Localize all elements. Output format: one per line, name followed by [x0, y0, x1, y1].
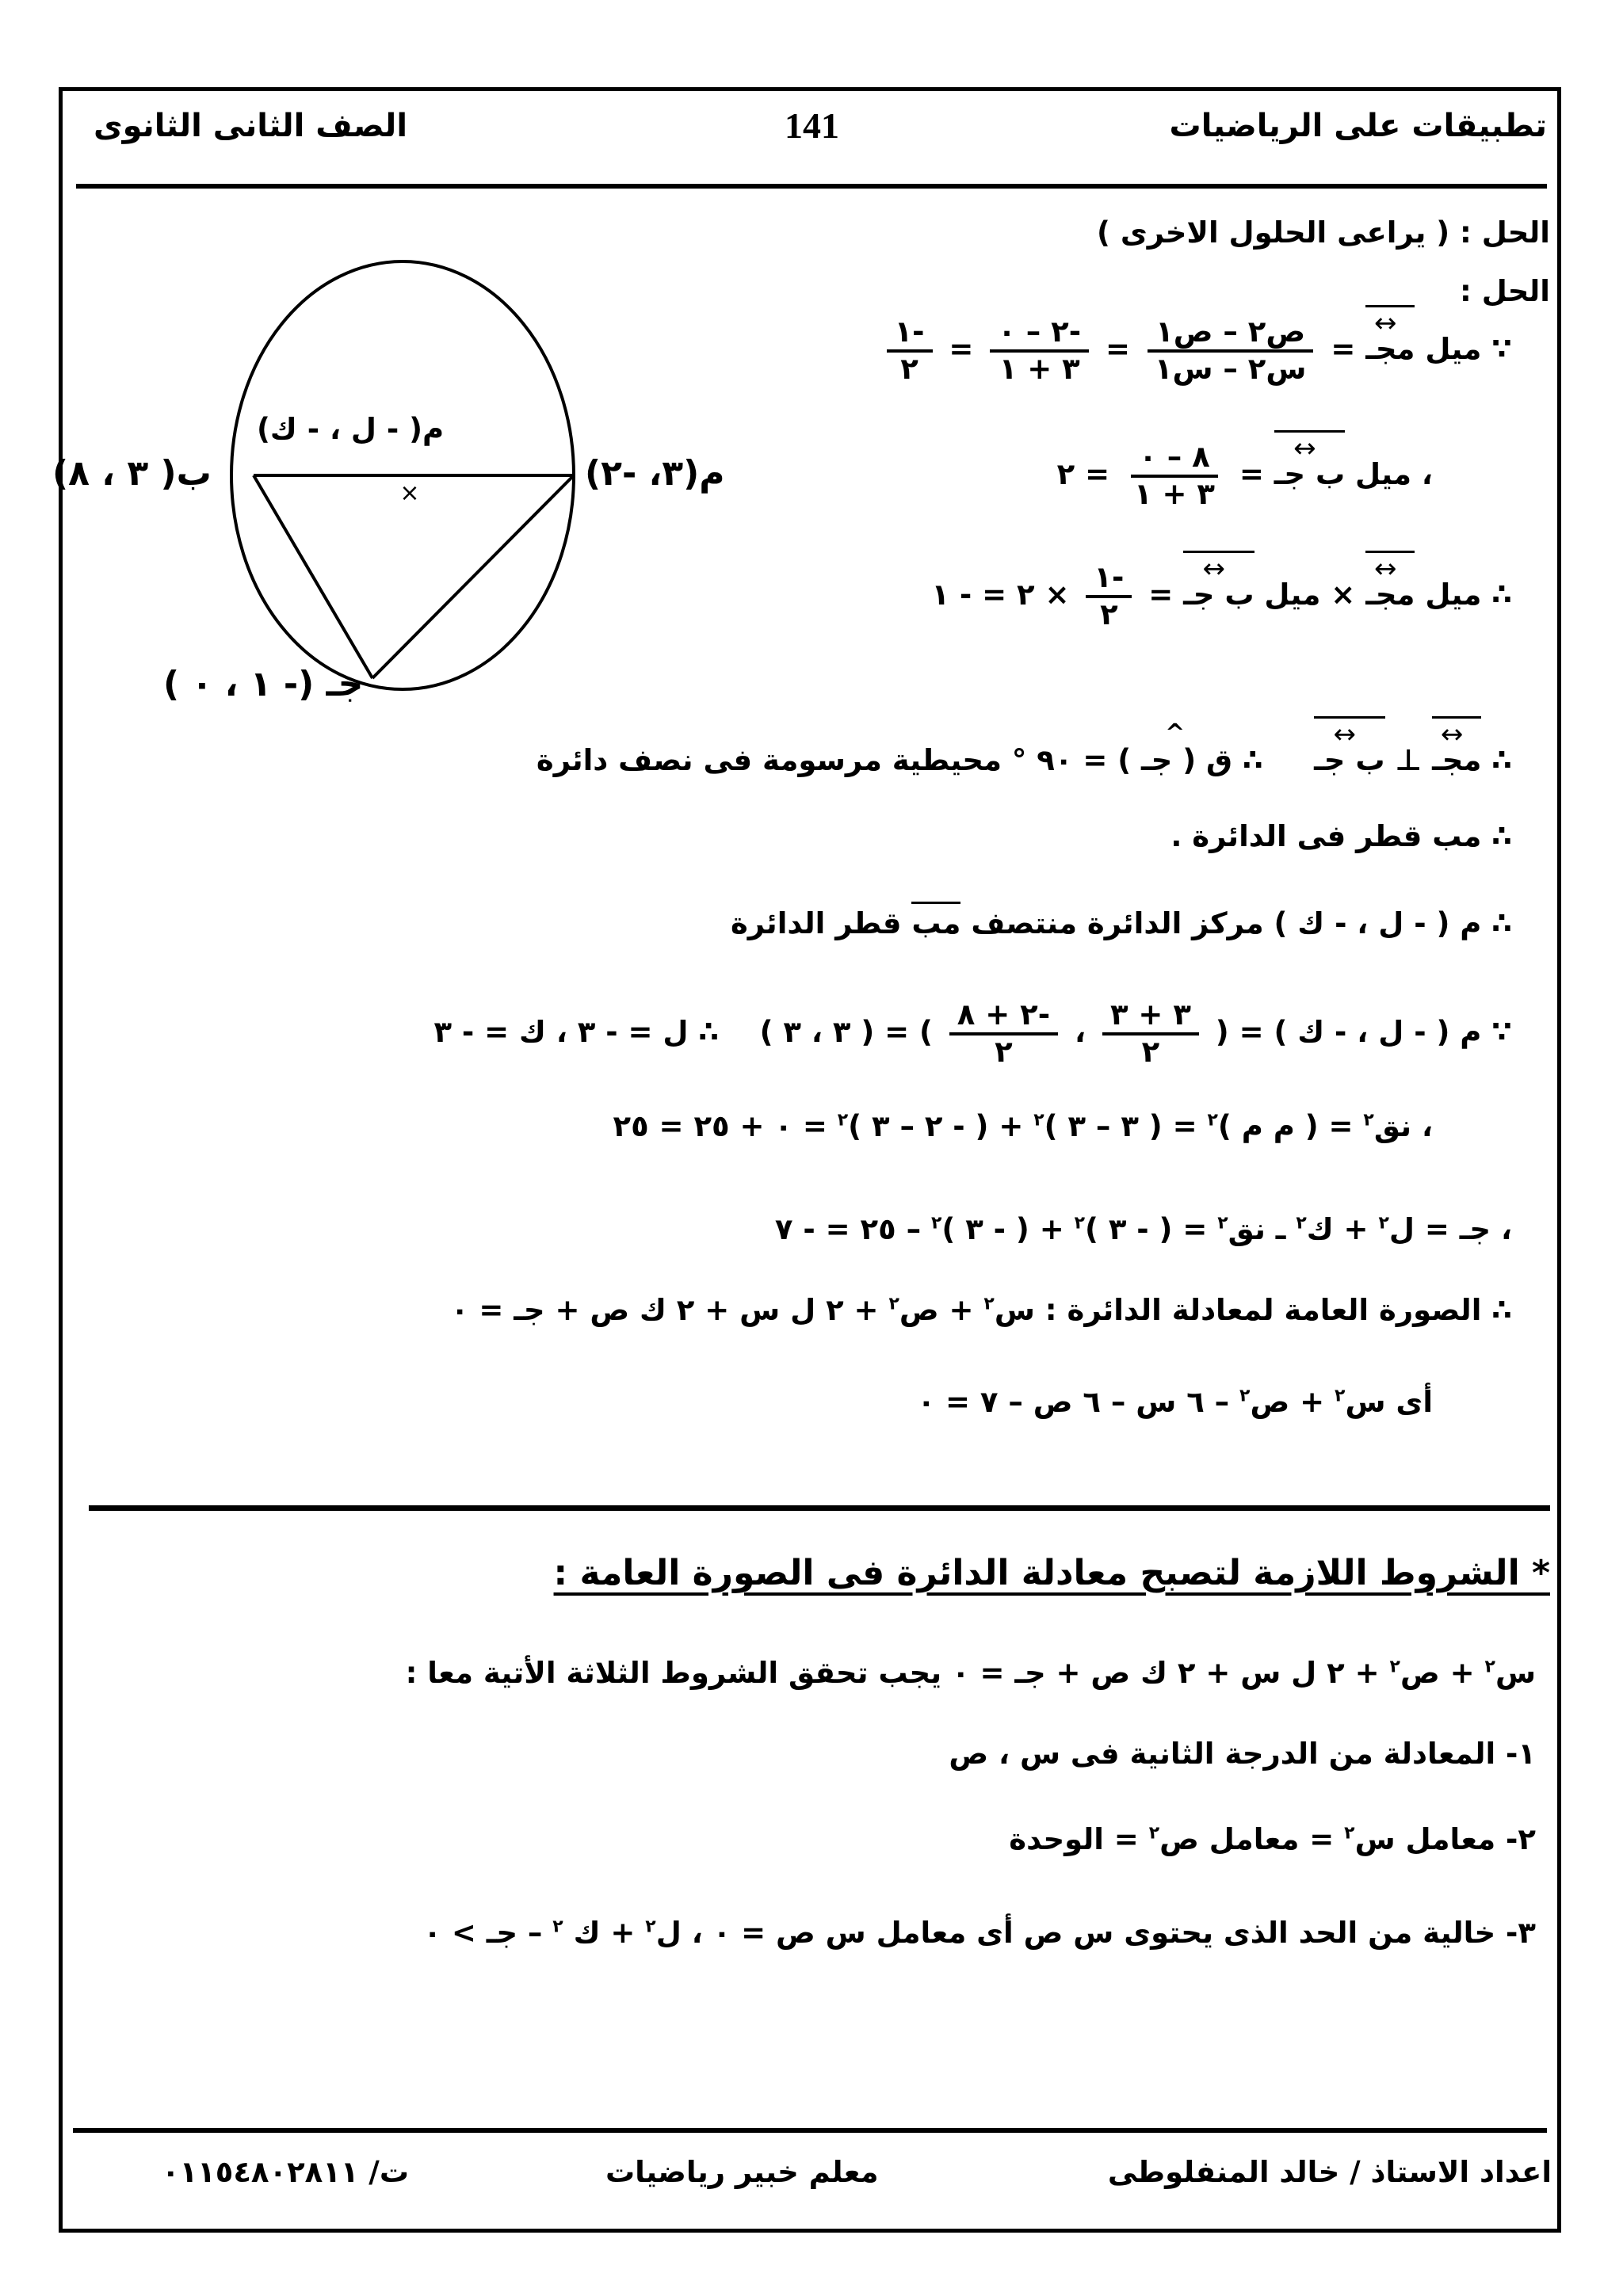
segment-bc: ↔ ب جـ	[1274, 457, 1345, 491]
fraction-numerator: -٢ – ٠	[990, 315, 1089, 353]
page-number: 141	[785, 105, 839, 146]
fraction-denominator: ٣ + ١	[1134, 476, 1215, 511]
section-divider	[89, 1505, 1550, 1511]
diameter-statement: ∴ مب قطر فى الدائرة .	[1170, 819, 1512, 853]
solution-note: الحل : ( يراعى الحلول الاخرى )	[1097, 215, 1550, 250]
constant-c-line: ، جـ = ل$^٢$ + ك$^٢$ ـ نق$^٢$ = ( - ٣ )$^٢$ + ( - ٣ )$^٢$ – ٢٥ = - ٧	[774, 1212, 1512, 1246]
label-point-c: جـ (- ١ ، ٠ )	[163, 664, 364, 704]
center-tail: قطر الدائرة	[730, 906, 902, 940]
slope-bc-line: ، ميل ↔ ب جـ = $\frac{٨ - ٠}{٣ + ١}$ = ٢	[1057, 441, 1433, 511]
fraction-denominator: س٢ – س١	[1154, 351, 1307, 386]
radius-line: ، نق$^٢$ = ( م م )$^٢$ = ( ٣ – ٣ )$^٢$ + ( - ٢ – ٣ )$^٢$ = ٠ + ٢٥ = ٢٥	[613, 1109, 1433, 1143]
fraction-denominator: ٢	[1141, 1034, 1160, 1069]
midpoint-x-fraction	[1102, 998, 1199, 1069]
angle-c: ^ ق ( جـ )	[1117, 743, 1232, 777]
label-center: م( - ل ، - ك)	[257, 412, 445, 446]
perpendicular-symbol: ⊥	[1395, 743, 1423, 777]
angle-statement: = ٩٠ ° محيطية مرسومة فى نصف دائرة	[536, 743, 1108, 777]
midpoint-line	[433, 998, 1512, 1069]
fraction-numerator: ص٢ – ص١	[1148, 315, 1313, 353]
label-point-b: ب( ٣ ، ٨)	[52, 453, 212, 494]
fraction-numerator: ٨ – ٠	[1131, 441, 1217, 478]
slope-ac-prefix: ∵ ميل	[1425, 332, 1512, 367]
segment-ac: ↔ مجـ	[1365, 332, 1415, 366]
fraction-numerator: -١	[1086, 561, 1132, 598]
header-title-left: الصف الثانى الثانوى	[94, 108, 408, 144]
midpoint-value: ) = ( ٣ ، ٣ )	[759, 1015, 933, 1050]
center-statement	[731, 906, 1512, 940]
label-point-a: م(٣، -٢)	[585, 453, 725, 494]
fraction-denominator: ٢	[995, 1034, 1013, 1069]
fraction-numerator: -٢ + ٨	[949, 998, 1058, 1035]
segment-ac: ↔ مجـ	[1432, 743, 1481, 777]
midpoint-result: ∴ ل = - ٣ ، ك = - ٣	[433, 1015, 720, 1050]
midpoint-y-fraction	[949, 998, 1058, 1069]
slope-product-line: ∴ ميل ↔ مجـ × ميل ↔ ب جـ = $\frac{-١}{٢}$ × ٢ = - ١	[931, 561, 1512, 631]
condition-item-1: ١- المعادلة من الدرجة الثانية فى س ، ص	[949, 1737, 1536, 1771]
conditions-intro: س$^٢$ + ص$^٢$ + ٢ ل س + ٢ ك ص + جـ = ٠ يجب تحقق الشروط الثلاثة الأتية معا :	[405, 1656, 1536, 1690]
perpendicular-line	[537, 743, 1512, 777]
footer-phone: ت/ ٠١١٥٤٨٠٢٨١١	[162, 2155, 409, 2189]
fraction-numerator: -١	[887, 315, 933, 353]
footer-role: معلم خبير رياضيات	[605, 2155, 879, 2189]
center-text: ∴ م ( - ل ، - ك ) مركز الدائرة منتصف	[971, 906, 1512, 940]
fraction-denominator: ٢	[900, 351, 918, 386]
product-tail: × ٢ = - ١	[931, 578, 1070, 612]
general-form-line: ∴ الصورة العامة لمعادلة الدائرة : س$^٢$ + ص$^٢$ + ٢ ل س + ٢ ك ص + جـ = ٠	[450, 1293, 1512, 1327]
fraction-denominator: ٣ + ١	[999, 351, 1080, 386]
conditions-heading	[554, 1553, 1550, 1593]
footer-author: اعداد الاستاذ / خالد المنفلوطى	[1107, 2155, 1552, 2189]
therefore-symbol: ∴	[1491, 743, 1512, 777]
slope-ac-line: ∵ ميل ↔ مجـ = $\frac{\text{ص٢ – ص١}}{\text{س٢ – س١}}$ = $\frac{-٢ - ٠}{٣ + ١}$ = $\frac{-١}{٢}$	[880, 315, 1512, 386]
slope-bc-result: ٢	[1056, 457, 1075, 492]
therefore-symbol: ∴	[1242, 743, 1263, 777]
fraction-numerator: ٣ + ٣	[1102, 998, 1199, 1035]
segment-bc: ↔ ب جـ	[1183, 578, 1254, 612]
condition-item-2: ٢- معامل س$^٢$ = معامل ص$^٢$ = الوحدة	[1009, 1822, 1536, 1856]
condition-item-3: ٣- خالية من الحد الذى يحتوى س ص أى معامل س ص = ٠ ، ل$^٢$ + ك $^٢$ – جـ > ٠	[423, 1916, 1536, 1950]
header-title-right: تطبيقات على الرياضيات	[1169, 108, 1547, 144]
segment-ac: ↔ مجـ	[1365, 578, 1415, 612]
final-equation-line: أى س$^٢$ + ص$^٢$ – ٦ س – ٦ ص – ٧ = ٠	[917, 1385, 1433, 1419]
fraction-denominator: ٢	[1100, 597, 1118, 631]
segment-ab: مب	[911, 906, 961, 940]
conditions-heading-text: * الشروط اللازمة لتصبح معادلة الدائرة فى الصورة العامة :	[553, 1553, 1550, 1593]
comma: ،	[1075, 1015, 1086, 1050]
center-mark: ×	[399, 479, 420, 507]
midpoint-prefix: ∵ م ( - ل ، - ك ) = (	[1215, 1015, 1512, 1050]
product-middle: × ميل	[1264, 578, 1356, 612]
product-prefix: ∴ ميل	[1425, 578, 1512, 612]
chord-bc	[254, 475, 372, 678]
slope-bc-prefix: ، ميل	[1355, 457, 1433, 492]
footer-rule	[73, 2128, 1547, 2133]
solution-label: الحل :	[1460, 274, 1550, 308]
segment-bc: ↔ ب جـ	[1314, 743, 1384, 777]
